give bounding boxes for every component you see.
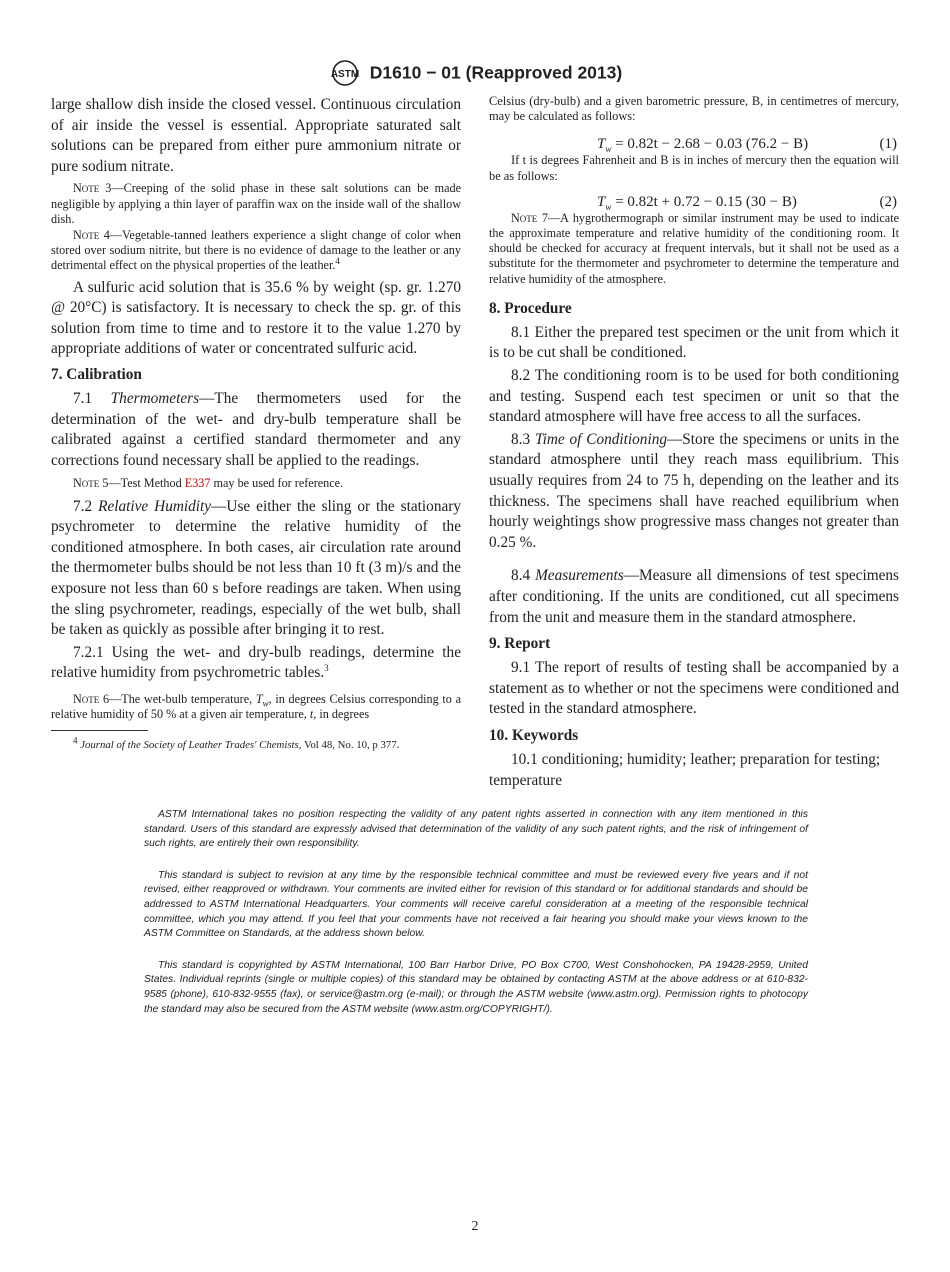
equation-2: $T_w = 0.82t + 0.72 - 0.15$ (30 − B) (2) [597, 193, 897, 212]
footer-notices [144, 808, 808, 1017]
footnote-divider [51, 730, 148, 731]
e337-link[interactable]: E337 [184, 476, 211, 491]
paragraph: Celsius (dry-bulb) and a given barometric pressure, B, in centimetres of mercury, may be calculated as follows: [489, 94, 899, 124]
section-heading: 10. Keywords [489, 726, 579, 744]
patent-notice: ASTM International takes no position respecting the validity of any patent rights asserted in connection with any item mentioned in this standard. Users of this standard are expressly advised that determination of the validity of any such patent rights, and the risk of infringement of such rights, are entirely their own responsibility. [144, 809, 808, 850]
copyright-notice: This standard is copyrighted by ASTM International, 100 Barr Harbor Drive, PO Box C700, West Conshohocken, PA 19428-2959, United States. Individual reprints (single or multiple copies) of this standard may be obtained by contacting ASTM at the above address or at 610-832-9585 (phone), 610-832-9555 (fax), or service@astm.org (e-mail); or through the ASTM website (www.astm.org). Permission rights to photocopy the standard may also be secured from the ASTM website (www.astm.org/COPYRIGHT/). [144, 959, 808, 1015]
equation-1: $T_w = 0.82t - 2.68 - 0.03$ (76.2 − B) (1) [597, 136, 897, 155]
section-heading: 8. Procedure [489, 299, 572, 317]
section-8-1: 8.1 Either the prepared test specimen or the unit from which it is to be cut shall be conditioned. [489, 323, 899, 362]
section-7-1: 7.1 Thermometers—The thermometers used for the determination of the wet- and dry-bulb temperature shall be calibrated against a certified standard thermometer and any corrections found necessary shall be applied to the readings. [51, 389, 461, 469]
paragraph: large shallow dish inside the closed vessel. Continuous circulation of air inside the vessel is essential. Appropriate saturated salt solutions can be prepared from either pure ammonium nitrate or pure sodium nitrate. [51, 96, 461, 175]
revision-notice: This standard is subject to revision at any time by the responsible technical committee and must be reviewed every five years and if not revised, either reapproved or withdrawn. Your comments are invited either for revision of this standard or for additional standards and should be addressed to ASTM International Headquarters. Your comments will receive careful consideration at a meeting of the responsible technical committee, which you may attend. If you feel that your comments have not received a fair hearing you should make your views known to the ASTM Committee on Standards, at the address shown below. [144, 869, 808, 940]
paragraph: A sulfuric acid solution that is 35.6 % by weight (sp. gr. 1.270 @ 20°C) is satisfactory. It is necessary to check the sp. gr. of this solution from time to time and to restore it to the value 1.270 by appropriate additions of water or concentrated sulfuric acid. [51, 278, 461, 358]
right-column [489, 94, 899, 791]
section-heading: 9. Report [489, 635, 551, 653]
astm-logo-icon [328, 58, 364, 88]
page-number: 2 [471, 1219, 479, 1234]
note-6: Note 6—The wet-bulb temperature, $T_w$, in degrees Celsius corresponding to a relative humidity of 50 % at a given air temperature, t, in degrees [51, 691, 462, 722]
note-5: Note 5—Test Method E337 may be used for reference. [73, 476, 344, 491]
page-header [0, 58, 950, 88]
left-column [51, 95, 461, 752]
paragraph: If t is degrees Fahrenheit and B is in inches of mercury then the equation will be as follows: [489, 153, 899, 183]
section-7-2-1: 7.2.1 Using the wet- and dry-bulb readings, determine the relative humidity from psychrometric tables.$^3$ [51, 643, 461, 682]
section-8-4: 8.4 Measurements—Measure all dimensions of test specimens after conditioning. If the units are conditioned, cut all specimens from the unit and measure them in the standard atmosphere. [489, 567, 900, 626]
section-8-3: 8.3 Time of Conditioning—Store the specimens or units in the standard atmosphere until they reach mass equilibrium. This usually requires from 24 to 75 h, depending on the leather and its thickness. The specimens shall have reached equilibrium when hourly weightings show progressive mass changes not greater than 0.25 %. [489, 430, 899, 551]
section-heading: 7. Calibration [51, 365, 142, 383]
note-3: Note 3—Creeping of the solid phase in these salt solutions can be made negligible by applying a thin layer of paraffin wax on the inside wall of the shallow dish. [51, 181, 461, 226]
note-7: Note 7—A hygrothermograph or similar instrument may be used to indicate the approximate temperature and relative humidity of the conditioning room. It should be checked for accuracy at frequent intervals, but it shall not be used as a substitute for the thermometer and psychrometer to determine the temperature and relative humidity of the atmosphere. [489, 210, 900, 286]
section-9-1: 9.1 The report of results of testing shall be accompanied by a statement as to whether or not the specimens were conditioned and tested in the standard atmosphere. [489, 659, 899, 718]
svg-text:ASTM: ASTM [330, 69, 359, 80]
note-4: Note 4—Vegetable-tanned leathers experience a slight change of color when stored over sodium nitrite, but there is no evidence of damage to the leather or any detrimental effect on the physical properties of the leather.$^4$ [51, 227, 462, 273]
section-8-2: 8.2 The conditioning room is to be used for both conditioning and testing. Suspend each test specimen or unit so that the standard atmosphere will have free access to all the surfaces. [489, 367, 899, 426]
section-7-2: 7.2 Relative Humidity—Use either the sling or the stationary psychrometer to determine the relative humidity of the conditioned atmosphere. In both cases, air circulation rate around the thermometer bulbs should be not less than 10 ft (3 m)/s and the exposure not less than 60 s before readings are taken. When using the sling psychrometer, readings, especially of the wet bulb, shall be taken as quickly as possible after bringing it to rest. [51, 497, 461, 639]
standard-designation: D1610 − 01 (Reapproved 2013) [369, 62, 623, 83]
section-10-1: 10.1 conditioning; humidity; leather; preparation for testing; temperature [489, 750, 881, 789]
footnote: $^4$ Journal of the Society of Leather Trades' Chemists, Vol 48, No. 10, p 377. [73, 735, 400, 752]
